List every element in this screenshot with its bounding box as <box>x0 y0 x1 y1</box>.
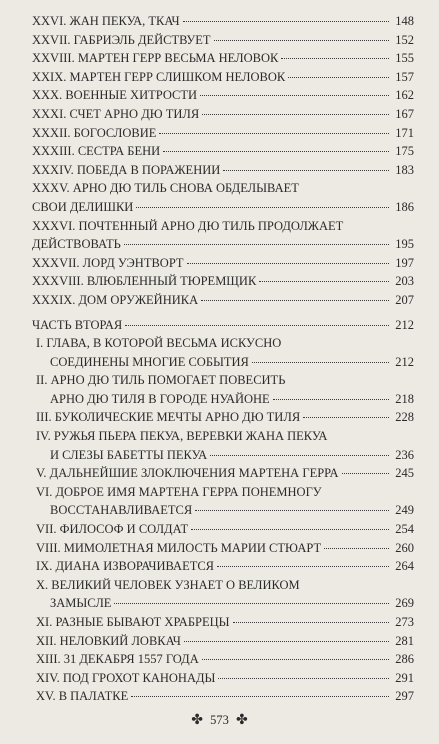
toc-entry-title-line: XIV. ПОД ГРОХОТ КАНОНАДЫ <box>36 670 216 685</box>
toc-entry-title-line: V. ДАЛЬНЕЙШИЕ ЗЛОКЛЮЧЕНИЯ МАРТЕНА ГЕРРА <box>36 466 339 481</box>
leader-dots <box>125 325 389 326</box>
toc-entry-row <box>36 390 414 409</box>
leader-dots <box>223 170 389 171</box>
toc-entry-row <box>36 446 414 465</box>
leader-dots <box>201 300 389 301</box>
toc-entry-title-line: II. АРНО ДЮ ТИЛЬ ПОМОГАЕТ ПОВЕСИТЬ <box>36 373 286 388</box>
toc-entry-title-line: XXXIX. ДОМ ОРУЖЕЙНИКА <box>32 292 199 307</box>
toc-entry <box>36 650 414 669</box>
toc-entry-row <box>32 254 414 273</box>
toc-entry-row <box>36 464 414 483</box>
toc-entry-title-line: XI. РАЗНЫЕ БЫВАЮТ ХРАБРЕЦЫ <box>36 615 230 629</box>
toc-entry <box>36 427 414 464</box>
leader-dots <box>217 566 389 567</box>
toc-entry-title-line: XXX. ВОЕННЫЕ ХИТРОСТИ <box>32 88 198 103</box>
part-one-entries <box>32 12 414 310</box>
leader-dots <box>136 207 389 208</box>
toc-entry-title-line: IV. РУЖЬЯ ПЬЕРА ПЕКУА, ВЕРЕВКИ ЖАНА ПЕКУА <box>36 429 328 444</box>
part-two-heading <box>32 316 414 335</box>
toc-entry-title-line: СОЕДИНЕНЫ МНОГИЕ СОБЫТИЯ <box>50 354 249 369</box>
toc-entry-page: 281 <box>395 633 414 648</box>
leader-dots <box>183 21 389 22</box>
toc-entry-row <box>32 235 414 254</box>
toc-entry-row <box>36 687 414 706</box>
toc-entry-title-line: XXXIV. ПОБЕДА В ПОРАЖЕНИИ <box>32 162 221 177</box>
toc-entry-page: 236 <box>395 447 414 462</box>
leader-dots <box>214 40 389 41</box>
toc-entry-row <box>32 49 414 68</box>
toc-entry <box>36 539 414 558</box>
toc-entry-row <box>32 105 414 124</box>
toc-entry-page: 218 <box>395 391 414 406</box>
toc-entry-page: 152 <box>395 32 414 47</box>
toc-entry-row <box>32 86 414 105</box>
toc-entry-title-line: XXXV. АРНО ДЮ ТИЛЬ СНОВА ОБДЕЛЫВАЕТ <box>32 181 299 196</box>
toc-entry <box>32 49 414 68</box>
toc-entry-title-line: XXXVII. ЛОРД УЭНТВОРТ <box>32 255 184 270</box>
leader-dots <box>342 473 389 474</box>
toc-entry-title-line: XXXVI. ПОЧТЕННЫЙ АРНО ДЮ ТИЛЬ ПРОДОЛЖАЕТ <box>32 218 344 233</box>
toc-entry-page: 228 <box>395 410 414 425</box>
toc-entry-page: 254 <box>395 522 414 537</box>
leader-dots <box>324 548 389 549</box>
toc-entry-title-line: СВОИ ДЕЛИШКИ <box>32 199 134 214</box>
toc-entry <box>36 520 414 539</box>
toc-entry-title-line: X. ВЕЛИКИЙ ЧЕЛОВЕК УЗНАЕТ О ВЕЛИКОМ <box>36 577 300 592</box>
toc-entry-title-line: XXXII. БОГОСЛОВИЕ <box>32 125 157 140</box>
toc-entry-page: 249 <box>395 503 414 518</box>
toc-entry <box>36 576 414 613</box>
toc-entry-title-line: XXVII. ГАБРИЭЛЬ ДЕЙСТВУЕТ <box>32 32 211 47</box>
toc-entry-page: 197 <box>395 255 414 270</box>
leader-dots <box>195 510 389 511</box>
toc-entry-title-line: ЗАМЫСЛЕ <box>50 596 112 611</box>
toc-entry-title-line: XXXVIII. ВЛЮБЛЕННЫЙ ТЮРЕМЩИК <box>32 274 257 289</box>
toc-entry-title-line: XV. В ПАЛАТКЕ <box>36 689 129 704</box>
toc-entry-row <box>36 353 414 372</box>
toc-entry <box>32 291 414 310</box>
toc-entry-title-line: XXVIII. МАРТЕН ГЕРР ВЕСЬМА НЕЛОВОК <box>32 51 279 66</box>
toc-entry-page: 203 <box>395 274 414 289</box>
toc-entry-title-line: АРНО ДЮ ТИЛЯ В ГОРОДЕ НУАЙОНЕ <box>50 391 270 406</box>
leader-dots <box>303 417 389 418</box>
leader-dots <box>273 399 389 400</box>
toc-entry-title-line: III. БУКОЛИЧЕСКИЕ МЕЧТЫ АРНО ДЮ ТИЛЯ <box>36 410 301 425</box>
part-two-page: 212 <box>395 317 414 332</box>
toc-entry-page: 175 <box>395 144 414 159</box>
toc-entry <box>36 632 414 651</box>
toc-entry <box>32 12 414 31</box>
toc-entry <box>32 272 414 291</box>
toc-entry-row <box>32 31 414 50</box>
toc-entry-page: 155 <box>395 51 414 66</box>
toc-entry-page: 186 <box>395 199 414 214</box>
toc-entry <box>36 334 414 371</box>
toc-entry <box>32 31 414 50</box>
toc-entry-row <box>36 408 414 427</box>
toc-entry-page: 245 <box>395 466 414 481</box>
toc-entry <box>36 408 414 427</box>
leader-dots <box>281 58 389 59</box>
leader-dots <box>191 529 389 530</box>
leader-dots <box>187 263 389 264</box>
leader-dots <box>200 95 389 96</box>
toc-entry-page: 273 <box>395 615 414 629</box>
toc-entry-row <box>36 557 414 576</box>
leader-dots <box>124 244 389 245</box>
toc-entry-page: 286 <box>395 652 414 667</box>
toc-entry-row <box>36 594 414 613</box>
toc-entry-row <box>32 124 414 143</box>
toc-entry-page: 264 <box>395 559 414 574</box>
leader-dots <box>252 362 389 363</box>
toc-entry-title-line: XIII. 31 ДЕКАБРЯ 1557 ГОДА <box>36 652 199 667</box>
toc-entry <box>36 483 414 520</box>
toc-entry-page: 269 <box>395 596 414 611</box>
toc-entry-page: 162 <box>395 88 414 103</box>
toc-entry-row <box>32 272 414 291</box>
toc-entry-row <box>36 539 414 558</box>
toc-entry-page: 212 <box>395 354 414 369</box>
toc-entry-title-line: VI. ДОБРОЕ ИМЯ МАРТЕНА ГЕРРА ПОНЕМНОГУ <box>36 484 322 499</box>
toc-entry-row <box>32 142 414 161</box>
toc-entry-row <box>36 501 414 520</box>
toc-entry-title-line: ВОССТАНАВЛИВАЕТСЯ <box>50 503 193 518</box>
toc-entry <box>32 124 414 143</box>
toc-entry-row <box>36 669 414 688</box>
toc-entry-row <box>36 613 414 632</box>
toc-entry <box>32 161 414 180</box>
page-number: 573 <box>210 713 229 727</box>
leader-dots <box>184 641 389 642</box>
toc-entry-title-line: ДЕЙСТВОВАТЬ <box>32 237 121 252</box>
leader-dots <box>202 659 389 660</box>
toc-entry-page: 291 <box>395 670 414 685</box>
toc-entry <box>36 371 414 408</box>
toc-entry <box>32 142 414 161</box>
toc-entry-row <box>32 161 414 180</box>
toc-entry <box>36 687 414 706</box>
toc-entry <box>32 179 414 216</box>
leader-dots <box>163 151 389 152</box>
toc-entry-page: 183 <box>395 162 414 177</box>
part-two-title: ЧАСТЬ ВТОРАЯ <box>32 317 123 332</box>
toc-entry-title-line: VIII. МИМОЛЕТНАЯ МИЛОСТЬ МАРИИ СТЮАРТ <box>36 540 322 555</box>
toc-entry-page: 157 <box>395 69 414 84</box>
table-of-contents <box>32 12 414 706</box>
toc-entry-row <box>36 520 414 539</box>
leader-dots <box>131 696 389 697</box>
toc-entry-title-line: XXXI. СЧЕТ АРНО ДЮ ТИЛЯ <box>32 106 200 121</box>
leader-dots <box>218 678 389 679</box>
toc-entry-row <box>32 291 414 310</box>
toc-entry-title-line: XXIX. МАРТЕН ГЕРР СЛИШКОМ НЕЛОВОК <box>32 69 286 84</box>
page-footer <box>0 712 439 729</box>
toc-entry <box>36 613 414 632</box>
leader-dots <box>233 622 389 623</box>
toc-entry <box>32 105 414 124</box>
toc-entry-row <box>32 198 414 217</box>
toc-entry-row <box>36 650 414 669</box>
toc-entry-page: 195 <box>395 237 414 252</box>
toc-entry-page: 297 <box>395 689 414 704</box>
leader-dots <box>210 455 389 456</box>
toc-entry <box>36 464 414 483</box>
leader-dots <box>259 281 389 282</box>
toc-entry-title-line: I. ГЛАВА, В КОТОРОЙ ВЕСЬМА ИСКУСНО <box>36 336 282 351</box>
ornament-left-icon: ✤ <box>191 713 203 728</box>
toc-entry-title-line: VII. ФИЛОСОФ И СОЛДАТ <box>36 522 189 537</box>
toc-entry-page: 171 <box>395 125 414 140</box>
toc-entry <box>36 557 414 576</box>
toc-entry-page: 148 <box>395 14 414 28</box>
leader-dots <box>202 114 389 115</box>
toc-entry-title-line: И СЛЕЗЫ БАБЕТТЫ ПЕКУА <box>50 447 208 462</box>
toc-entry-row <box>32 12 414 31</box>
toc-entry <box>32 68 414 87</box>
toc-entry-title-line: IX. ДИАНА ИЗВОРАЧИВАЕТСЯ <box>36 559 215 574</box>
leader-dots <box>288 77 389 78</box>
toc-entry-row <box>36 632 414 651</box>
toc-entry-page: 167 <box>395 106 414 121</box>
toc-entry <box>32 86 414 105</box>
toc-entry <box>32 254 414 273</box>
ornament-right-icon: ✤ <box>236 713 248 728</box>
toc-entry-page: 260 <box>395 540 414 555</box>
leader-dots <box>114 603 389 604</box>
toc-entry <box>32 217 414 254</box>
part-two-entries <box>32 334 414 706</box>
toc-entry-row <box>32 68 414 87</box>
toc-entry-title-line: XXVI. ЖАН ПЕКУА, ТКАЧ <box>32 14 180 28</box>
toc-entry-title-line: XXXIII. СЕСТРА БЕНИ <box>32 144 161 159</box>
leader-dots <box>159 133 389 134</box>
toc-entry-title-line: XII. НЕЛОВКИЙ ЛОВКАЧ <box>36 633 181 648</box>
toc-entry <box>36 669 414 688</box>
toc-entry-page: 207 <box>395 292 414 307</box>
